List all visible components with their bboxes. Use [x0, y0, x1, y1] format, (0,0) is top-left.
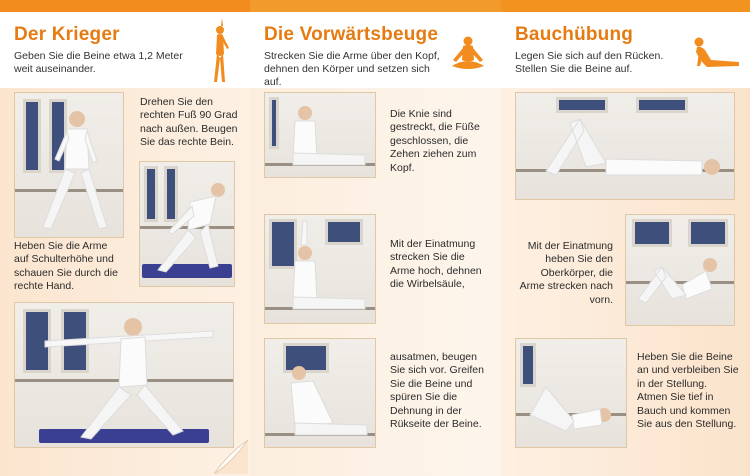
column-title: Die Vorwärtsbeuge [264, 24, 439, 45]
step-text: ausatmen, beugen Sie sich vor. Greifen Sie die Beine und spüren Sie die Dehnung in der Rükseite der Beine. [390, 351, 484, 431]
photo-warrior-stance [14, 92, 124, 238]
photo-v-sit [515, 338, 627, 448]
photo-seated-straight [264, 92, 376, 178]
column-subtitle: Legen Sie sich auf den Rücken. Stellen Sie die Beine auf. [515, 50, 664, 75]
accent-bar [0, 0, 250, 12]
photo-upper-body-lift [625, 214, 735, 326]
step-text: Heben Sie die Arme auf Schulterhöhe und schauen Sie durch die rechte Hand. [14, 240, 118, 293]
lotus-pose-icon [448, 34, 488, 74]
step-text: Mit der Einatmung heben Sie den Oberkörper, die Arme strecken nach vorn. [519, 240, 613, 306]
photo-warrior-bend [139, 161, 235, 287]
photo-forward-bend [264, 338, 376, 448]
column-bauchuebung [501, 0, 750, 476]
step-text: Heben Sie die Beine an und verbleiben Sie in der Stellung. Atmen Sie tief in Bauch und kommen Sie aus den Stellung. [637, 351, 739, 431]
column-krieger [0, 0, 250, 476]
page-curl-icon [214, 440, 248, 474]
column-subtitle: Geben Sie die Beine etwa 1,2 Meter weit auseinander. [14, 50, 183, 75]
step-text: Mit der Einatmung strecken Sie die Arme hoch, dehnen die Wirbelsäule, [390, 238, 482, 291]
photo-warrior-arms [14, 302, 234, 448]
cobra-pose-icon [687, 34, 741, 74]
column-vorwaertsbeuge [250, 0, 501, 476]
step-text: Drehen Sie den rechten Fuß 90 Grad nach außen. Beugen Sie das rechte Bein. [140, 96, 238, 149]
standing-pose-icon [208, 16, 232, 84]
accent-bar [501, 0, 750, 12]
column-title: Bauchübung [515, 24, 634, 45]
step-text: Die Knie sind gestreckt, die Füße geschlossen, die Zehen ziehen zum Kopf. [390, 108, 480, 174]
photo-seated-arms-up [264, 214, 376, 324]
accent-bar [250, 0, 501, 12]
column-title: Der Krieger [14, 24, 120, 45]
photo-lying-knees-up [515, 92, 735, 200]
column-subtitle: Strecken Sie die Arme über den Kopf, dehnen den Körper und setzen sich auf. [264, 50, 440, 88]
